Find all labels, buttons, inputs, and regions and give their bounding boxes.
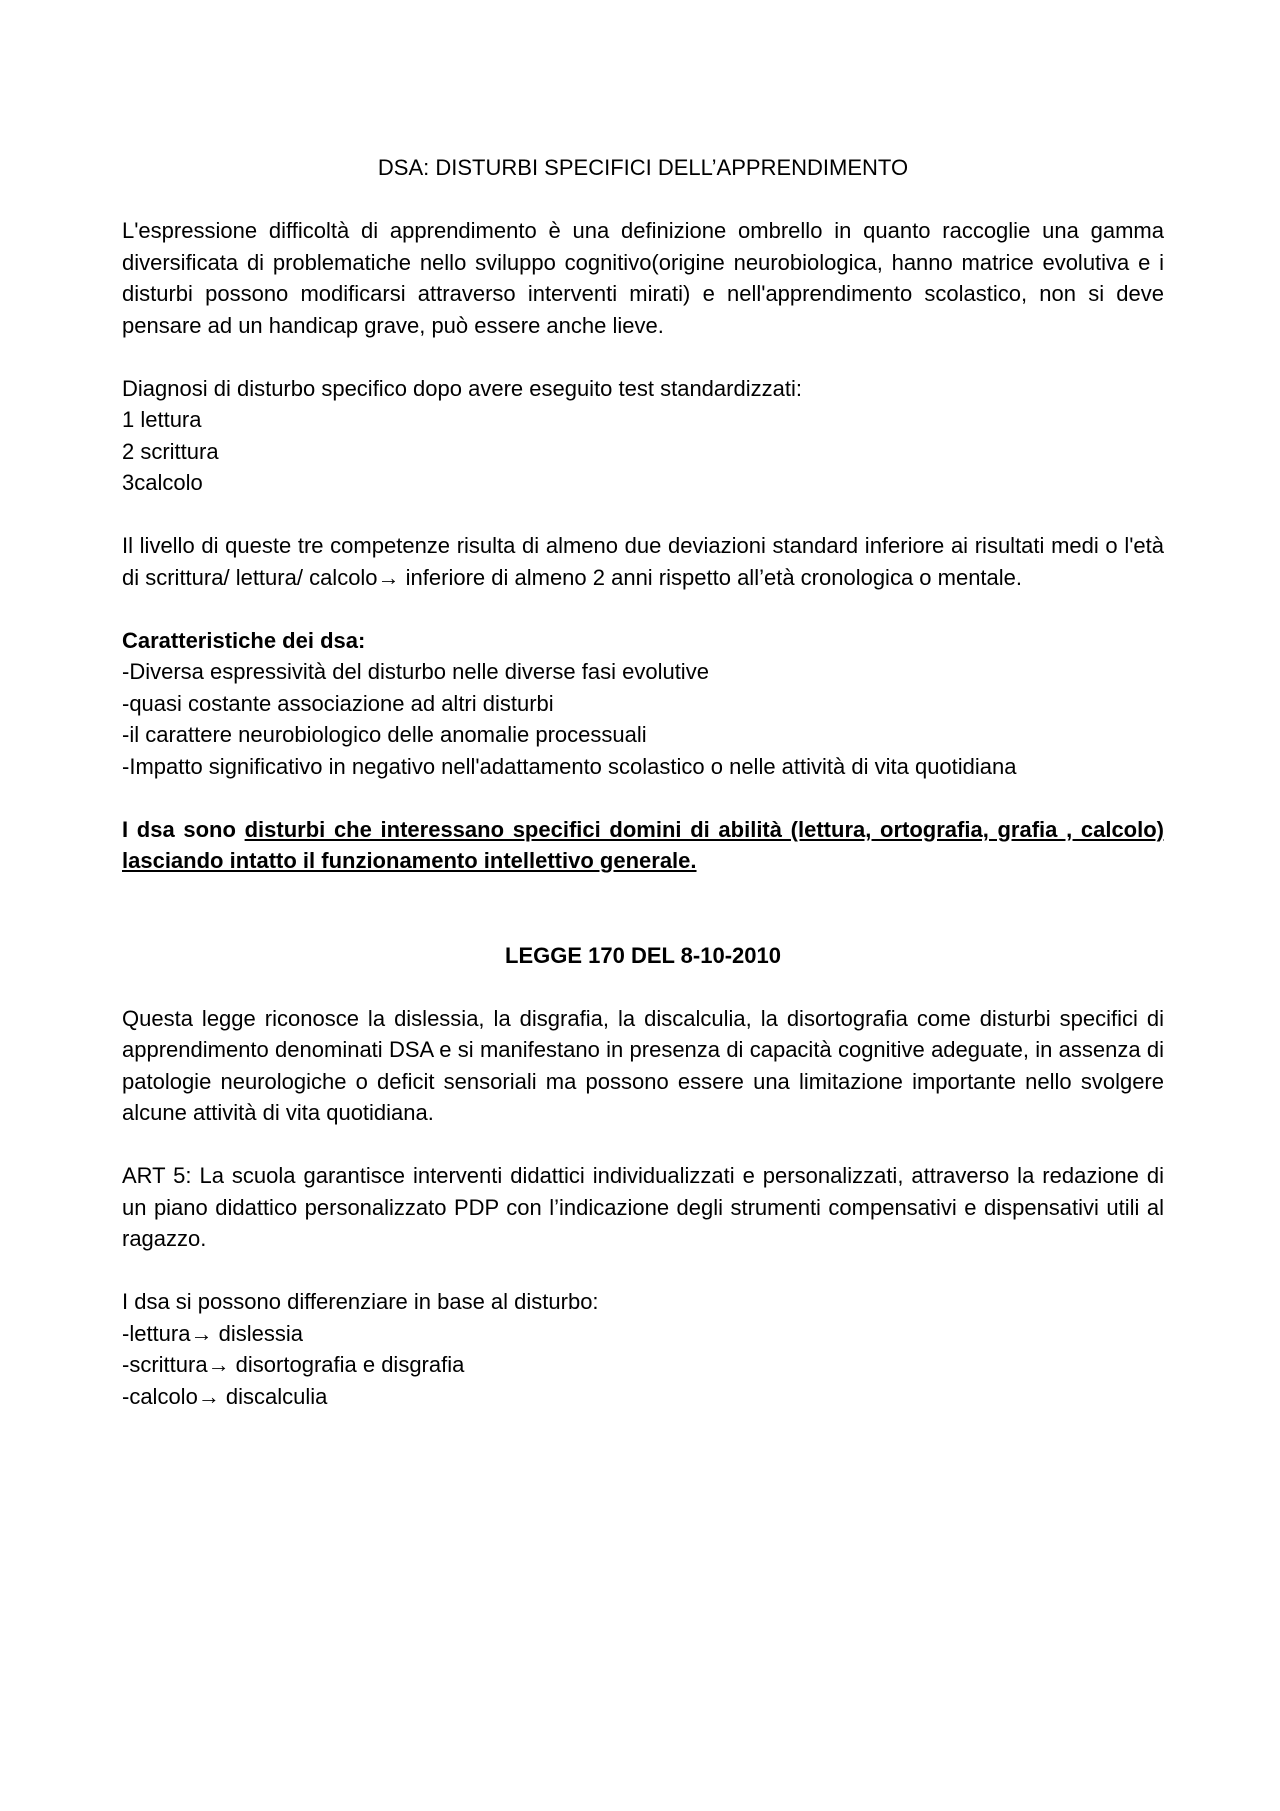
document-body (122, 152, 1164, 1412)
legge-paragraph: Questa legge riconosce la dislessia, la disgrafia, la discalculia, la disortografia come disturbi specifici di apprendimento denominati DSA e si manifestano in presenza di capacità cognitive adeguate, in assenza di patologie neurologiche o deficit sensoriali ma possono essere una limitazione importante nello svolgere alcune attività di vita quotidiana. (122, 1005, 1164, 1125)
arrow-right-icon: → (197, 1383, 220, 1409)
legge-title: LEGGE 170 DEL 8-10-2010 (505, 942, 781, 968)
differenziare-item: -scrittura→ disortografia e disgrafia (122, 1352, 465, 1377)
livello-text-2: inferiore di almeno 2 anni rispetto all’età cronologica o mentale. (399, 564, 1023, 590)
arrow-right-icon: → (377, 564, 400, 590)
diagnosi-item: 2 scrittura (122, 438, 219, 464)
livello-text-1: Il livello di queste tre competenze risulta di almeno due deviazioni standard inferiore ai risultati medi o l'età di scrittura/ lettura/ calcolo (122, 533, 1164, 590)
diagnosi-item: 3calcolo (122, 470, 203, 495)
differenziare-item: -lettura→ dislessia (122, 1320, 303, 1346)
intro-paragraph: L'espressione difficoltà di apprendimento è una definizione ombrello in quanto raccoglie una gamma diversificata di problematiche nello sviluppo cognitivo(origine neurobiologica, hanno matrice evolutiva e i disturbi possono modificarsi attraverso interventi mirati) e nell'apprendimento scolastico, non si deve pensare ad un handicap grave, può essere anche lieve. (122, 218, 1164, 338)
art5-paragraph: ART 5: La scuola garantisce interventi didattici individualizzati e personalizzati, attraverso la redazione di un piano didattico personalizzato PDP con l’indicazione degli strumenti compensativi e dispensativi utili al ragazzo. (122, 1163, 1164, 1251)
arrow-right-icon: → (207, 1352, 230, 1377)
caratteristiche-item: -Impatto significativo in negativo nell'adattamento scolastico o nelle attività di vita quotidiana (122, 753, 1017, 779)
caratteristiche-heading: Caratteristiche dei dsa: (122, 627, 366, 653)
differenziare-intro: I dsa si possono differenziare in base al disturbo: (122, 1289, 599, 1314)
dsa-sono-prefix: I dsa sono (122, 816, 245, 842)
dsa-sono-paragraph (122, 814, 1164, 877)
diagnosi-item: 1 lettura (122, 407, 202, 432)
caratteristiche-item: -il carattere neurobiologico delle anomalie processuali (122, 722, 647, 747)
differenziare-item: -calcolo→ discalculia (122, 1383, 328, 1409)
diagnosi-intro: Diagnosi di disturbo specifico dopo avere eseguito test standardizzati: (122, 375, 802, 401)
document-title: DSA: DISTURBI SPECIFICI DELL’APPRENDIMENTO (377, 155, 909, 180)
arrow-right-icon: → (190, 1320, 213, 1346)
dsa-sono-underlined: disturbi che interessano specifici domini di abilità (lettura, ortografia, grafia , calcolo) lasciando intatto il funzionamento intellettivo generale. (122, 816, 1164, 873)
caratteristiche-item: -quasi costante associazione ad altri disturbi (122, 690, 554, 716)
livello-paragraph (122, 530, 1164, 593)
caratteristiche-item: -Diversa espressività del disturbo nelle diverse fasi evolutive (122, 659, 709, 684)
